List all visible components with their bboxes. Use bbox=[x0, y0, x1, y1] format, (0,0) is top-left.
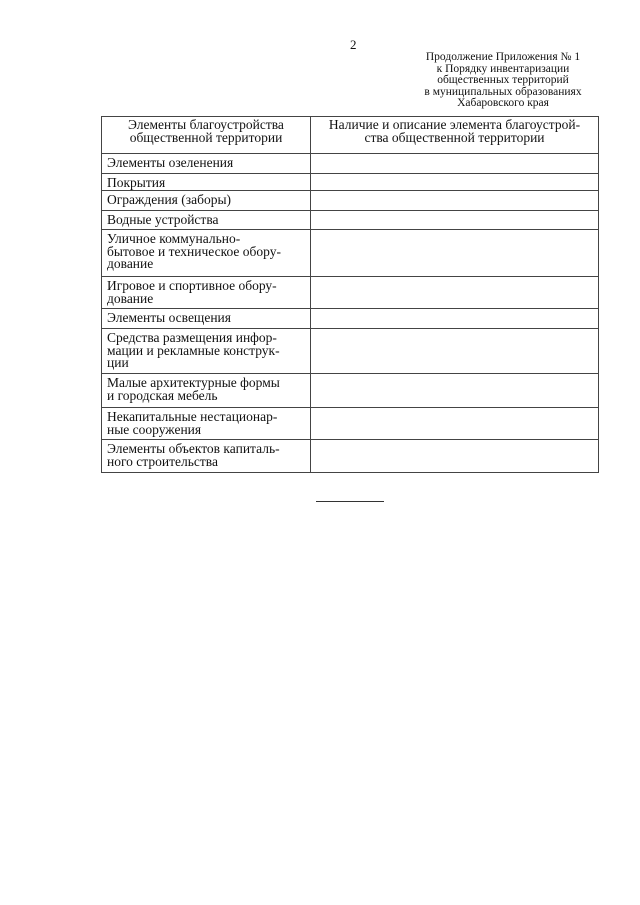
table-row bbox=[102, 174, 599, 191]
element-label: Элементы озеленения bbox=[102, 154, 311, 174]
table-row bbox=[102, 277, 599, 309]
elements-table bbox=[101, 116, 599, 473]
element-label: Некапитальные нестационар- ные сооружения bbox=[102, 408, 311, 440]
element-description-cell[interactable] bbox=[311, 211, 599, 230]
element-description-cell[interactable] bbox=[311, 154, 599, 174]
element-label: Уличное коммунально- бытовое и техническое обору- дование bbox=[102, 230, 311, 277]
appendix-line: Продолжение Приложения № 1 bbox=[425, 51, 581, 63]
table-row bbox=[102, 374, 599, 408]
element-description-cell[interactable] bbox=[311, 174, 599, 191]
element-description-cell[interactable] bbox=[311, 277, 599, 309]
appendix-line: в муниципальных образованиях bbox=[424, 85, 582, 98]
table-row bbox=[102, 211, 599, 230]
element-description-cell[interactable] bbox=[311, 374, 599, 408]
element-label: Элементы объектов капиталь- ного строительства bbox=[102, 440, 311, 473]
appendix-line: общественных территорий bbox=[437, 74, 569, 86]
end-separator-line bbox=[316, 501, 384, 502]
table-row bbox=[102, 329, 599, 374]
table-row bbox=[102, 408, 599, 440]
appendix-caption bbox=[400, 52, 606, 110]
element-description-cell[interactable] bbox=[311, 440, 599, 473]
element-label: Покрытия bbox=[102, 174, 311, 191]
element-label: Ограждения (заборы) bbox=[102, 191, 311, 211]
table-row bbox=[102, 154, 599, 174]
element-description-cell[interactable] bbox=[311, 191, 599, 211]
element-label: Средства размещения инфор- мации и рекламные конструк- ции bbox=[102, 329, 311, 374]
table-row bbox=[102, 440, 599, 473]
appendix-line: к Порядку инвентаризации bbox=[436, 62, 570, 75]
element-description-cell[interactable] bbox=[311, 329, 599, 374]
table-row bbox=[102, 309, 599, 329]
appendix-line: Хабаровского края bbox=[457, 97, 549, 109]
table-row bbox=[102, 230, 599, 277]
element-label: Элементы освещения bbox=[102, 309, 311, 329]
element-description-cell[interactable] bbox=[311, 309, 599, 329]
header-elements: Элементы благоустройства общественной территории bbox=[102, 117, 311, 154]
element-label: Водные устройства bbox=[102, 211, 311, 230]
page-number: 2 bbox=[350, 37, 357, 52]
table-row bbox=[102, 191, 599, 211]
element-description-cell[interactable] bbox=[311, 230, 599, 277]
element-label: Игровое и спортивное обору- дование bbox=[102, 277, 311, 309]
table-header-row bbox=[102, 117, 599, 154]
header-description: Наличие и описание элемента благоустрой- ства общественной территории bbox=[311, 117, 599, 154]
element-label: Малые архитектурные формы и городская мебель bbox=[102, 374, 311, 408]
element-description-cell[interactable] bbox=[311, 408, 599, 440]
